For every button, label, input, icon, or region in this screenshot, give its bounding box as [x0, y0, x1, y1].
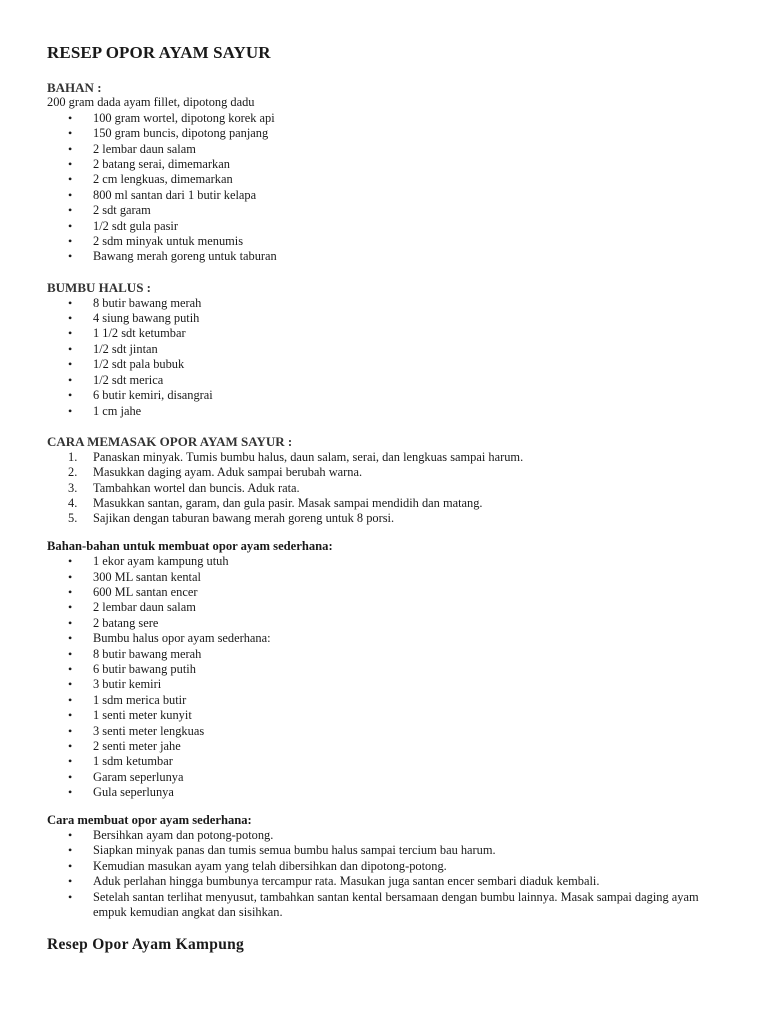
list-item: • Setelah santan terlihat menyusut, tambahkan santan kental bersamaan dengan bumbu lainnya. Masak sampai daging ayam empuk kemudian angkat dan sisihkan.	[47, 890, 728, 921]
next-recipe-title: Resep Opor Ayam Kampung	[47, 935, 245, 953]
list-item: • 1 ekor ayam kampung utuh	[47, 554, 728, 569]
step-text: Masukkan daging ayam. Aduk sampai berubah warna.	[93, 465, 363, 480]
list-item: • 1 senti meter kunyit	[47, 708, 728, 723]
list-item: • Kemudian masukan ayam yang telah dibersihkan dan dipotong-potong.	[47, 859, 728, 874]
list-item: • 150 gram buncis, dipotong panjang	[47, 126, 728, 141]
bahan-sederhana-list	[47, 554, 728, 801]
list-item: • 800 ml santan dari 1 butir kelapa	[47, 188, 728, 203]
step-text: Sajikan dengan taburan bawang merah goreng untuk 8 porsi.	[93, 511, 395, 526]
bahan-sederhana-heading: Bahan-bahan untuk membuat opor ayam sederhana:	[47, 538, 333, 553]
step-text: Masukkan santan, garam, dan gula pasir. Masak sampai mendidih dan matang.	[93, 495, 483, 510]
list-item: • 3 senti meter lengkuas	[47, 724, 728, 739]
list-item: • Gula seperlunya	[47, 785, 728, 800]
list-item: • 300 ML santan kental	[47, 570, 728, 585]
list-item: • 2 sdt garam	[47, 203, 728, 218]
step-item	[47, 511, 728, 526]
list-item: • 8 butir bawang merah	[47, 647, 728, 662]
list-item: • Siapkan minyak panas dan tumis semua bumbu halus sampai tercium bau harum.	[47, 843, 728, 858]
list-item: • Aduk perlahan hingga bumbunya tercampur rata. Masukan juga santan encer sembari diaduk kembali.	[47, 874, 728, 889]
list-item: • 1/2 sdt pala bubuk	[47, 357, 728, 372]
step-item	[47, 481, 728, 496]
list-item: • 1 sdm ketumbar	[47, 754, 728, 769]
bahan-list	[47, 111, 728, 265]
list-item: • 4 siung bawang putih	[47, 311, 728, 326]
step-number: 4.	[68, 495, 78, 510]
step-text: Tambahkan wortel dan buncis. Aduk rata.	[93, 480, 300, 495]
list-item: • 1/2 sdt merica	[47, 373, 728, 388]
list-item: • 3 butir kemiri	[47, 677, 728, 692]
list-item: • Bawang merah goreng untuk taburan	[47, 249, 728, 264]
step-text: Panaskan minyak. Tumis bumbu halus, daun salam, serai, dan lengkuas sampai harum.	[93, 449, 524, 464]
list-item: • Garam seperlunya	[47, 770, 728, 785]
step-item	[47, 496, 728, 511]
list-item: • 6 butir bawang putih	[47, 662, 728, 677]
list-item: • 100 gram wortel, dipotong korek api	[47, 111, 728, 126]
list-item: • 2 sdm minyak untuk menumis	[47, 234, 728, 249]
list-item: • Bumbu halus opor ayam sederhana:	[47, 631, 728, 646]
list-item: • 2 senti meter jahe	[47, 739, 728, 754]
bumbu-halus-heading: BUMBU HALUS :	[47, 280, 152, 296]
list-item: • 6 butir kemiri, disangrai	[47, 388, 728, 403]
list-item: • 1/2 sdt jintan	[47, 342, 728, 357]
step-item	[47, 465, 728, 480]
cara-sederhana-heading: Cara membuat opor ayam sederhana:	[47, 812, 252, 827]
list-item: • 2 lembar daun salam	[47, 142, 728, 157]
step-number: 2.	[68, 465, 78, 480]
list-item: • 1 sdm merica butir	[47, 693, 728, 708]
list-item: • Bersihkan ayam dan potong-potong.	[47, 828, 728, 843]
list-item: • 2 cm lengkuas, dimemarkan	[47, 172, 728, 187]
cara-memasak-steps	[47, 450, 728, 527]
list-item: • 8 butir bawang merah	[47, 296, 728, 311]
list-item: • 2 batang sere	[47, 616, 728, 631]
list-item: • 2 batang serai, dimemarkan	[47, 157, 728, 172]
step-number: 1.	[68, 449, 78, 464]
step-item	[47, 450, 728, 465]
list-item: • 1 1/2 sdt ketumbar	[47, 326, 728, 341]
list-item: • 1/2 sdt gula pasir	[47, 219, 728, 234]
list-item: • 1 cm jahe	[47, 404, 728, 419]
bahan-heading: BAHAN :	[47, 80, 102, 95]
document-title: RESEP OPOR AYAM SAYUR	[47, 43, 271, 62]
bahan-first-line: 200 gram dada ayam fillet, dipotong dadu	[47, 95, 255, 110]
step-number: 3.	[68, 480, 78, 495]
list-item: • 2 lembar daun salam	[47, 600, 728, 615]
cara-sederhana-list	[47, 828, 728, 920]
step-number: 5.	[68, 511, 78, 526]
cara-memasak-heading: CARA MEMASAK OPOR AYAM SAYUR :	[47, 434, 293, 450]
list-item: • 600 ML santan encer	[47, 585, 728, 600]
bumbu-halus-list	[47, 296, 728, 419]
